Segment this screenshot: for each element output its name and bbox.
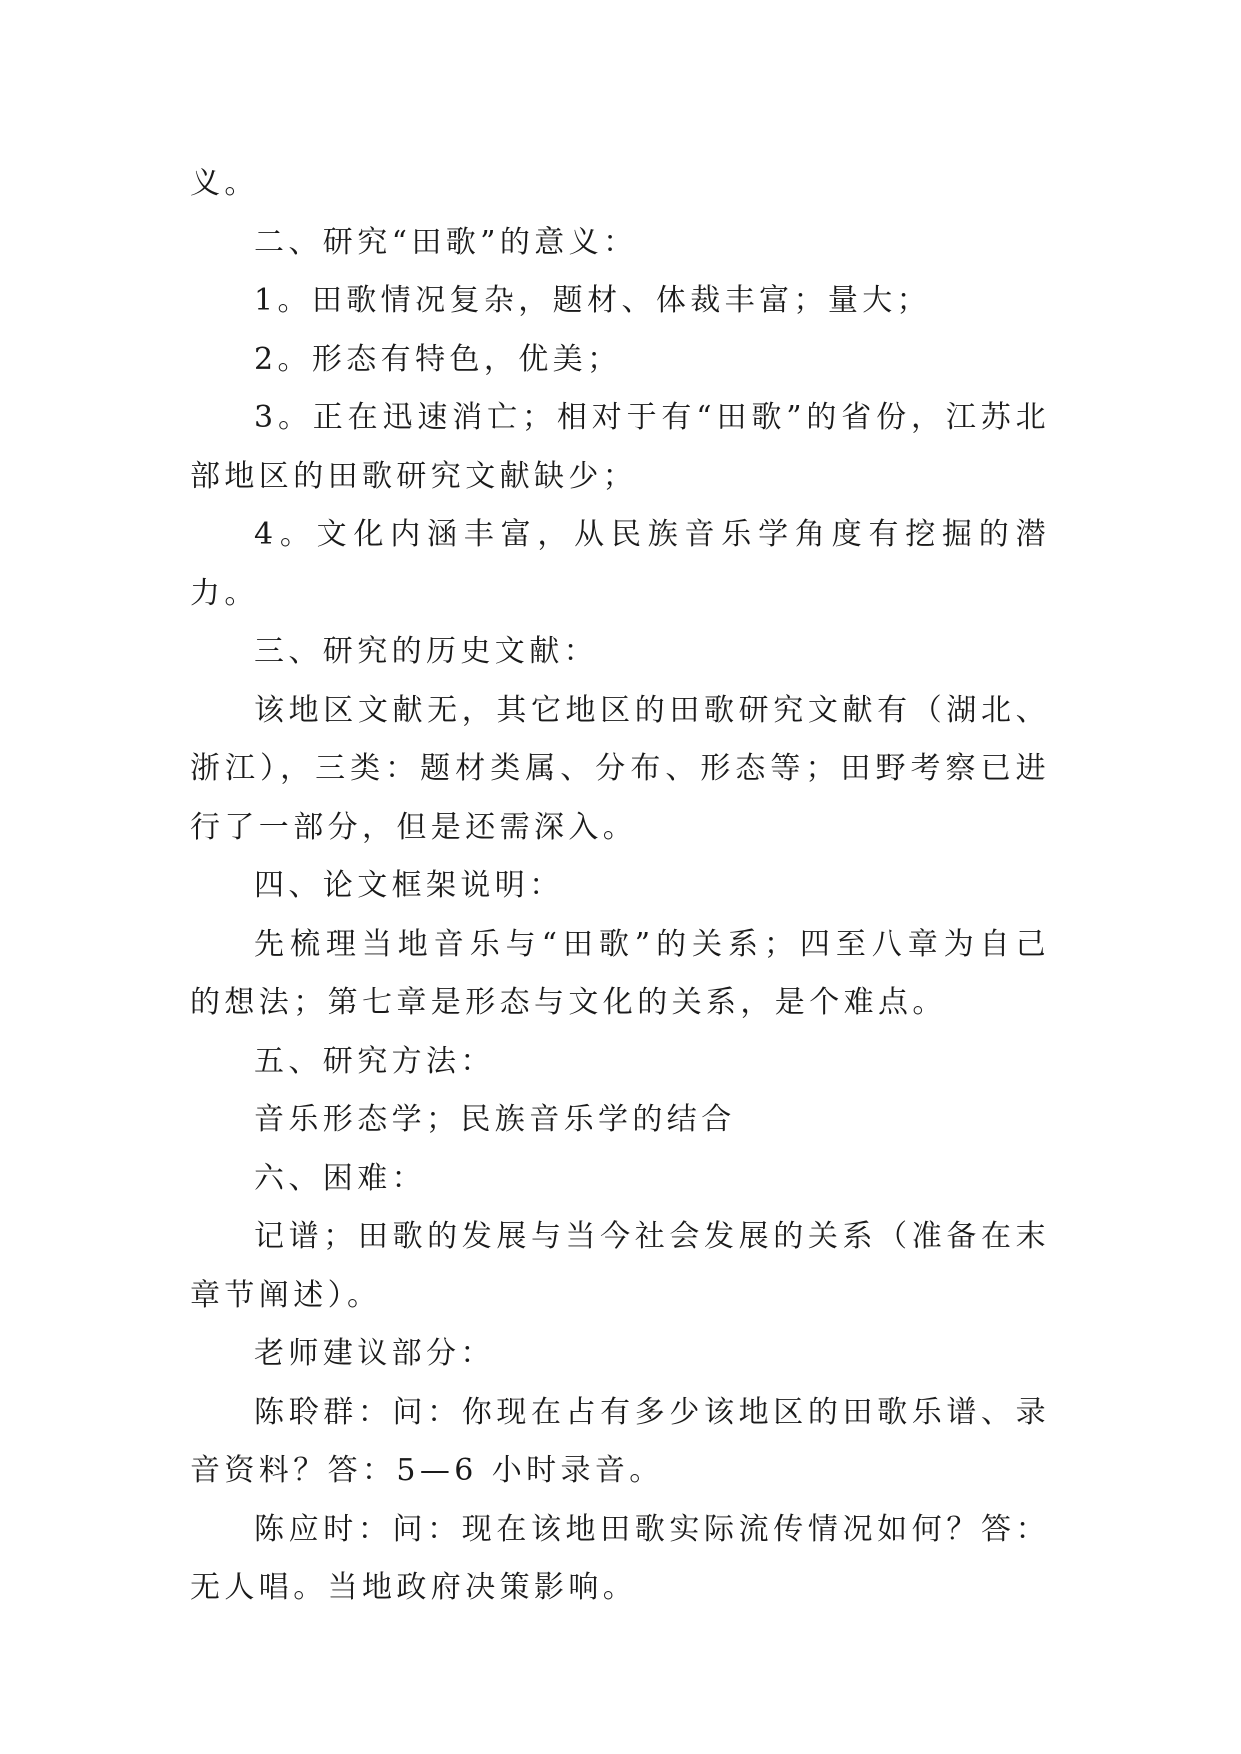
paragraph: 4。文化内涵丰富，从民族音乐学角度有挖掘的潜力。 [190,517,1050,611]
paragraph: 音乐形态学；民族音乐学的结合 [254,1102,736,1137]
document-body [190,155,1050,1618]
section-heading: 六、困难： [254,1160,426,1196]
paragraph: 2。形态有特色，优美； [254,341,622,377]
paragraph: 陈应时：问：现在该地田歌实际流传情况如何？答：无人唱。当地政府决策影响。 [190,1511,1050,1605]
section-heading: 五、研究方法： [254,1043,495,1079]
paragraph: 3。正在迅速消亡；相对于有“田歌”的省份，江苏北部地区的田歌研究文献缺少； [190,400,1050,494]
paragraph: 记谱；田歌的发展与当今社会发展的关系（准备在末章节阐述）。 [190,1219,1050,1313]
paragraph: 该地区文献无，其它地区的田歌研究文献有（湖北、浙江），三类：题材类属、分布、形态等；田野考察已进行了一部分，但是还需深入。 [190,692,1050,845]
section-heading: 四、论文框架说明： [254,868,564,903]
section-heading: 老师建议部分： [254,1336,495,1371]
section-heading: 二、研究“田歌”的意义： [254,224,638,260]
section-heading: 三、研究的历史文献： [254,634,598,669]
paragraph: 1。田歌情况复杂，题材、体裁丰富；量大； [254,283,932,318]
paragraph: 义。 [190,166,259,201]
paragraph: 陈聆群：问：你现在占有多少该地区的田歌乐谱、录音资料？答：5—6 小时录音。 [190,1394,1050,1488]
paragraph: 先梳理当地音乐与“田歌”的关系；四至八章为自己的想法；第七章是形态与文化的关系，是个难点。 [190,926,1050,1020]
